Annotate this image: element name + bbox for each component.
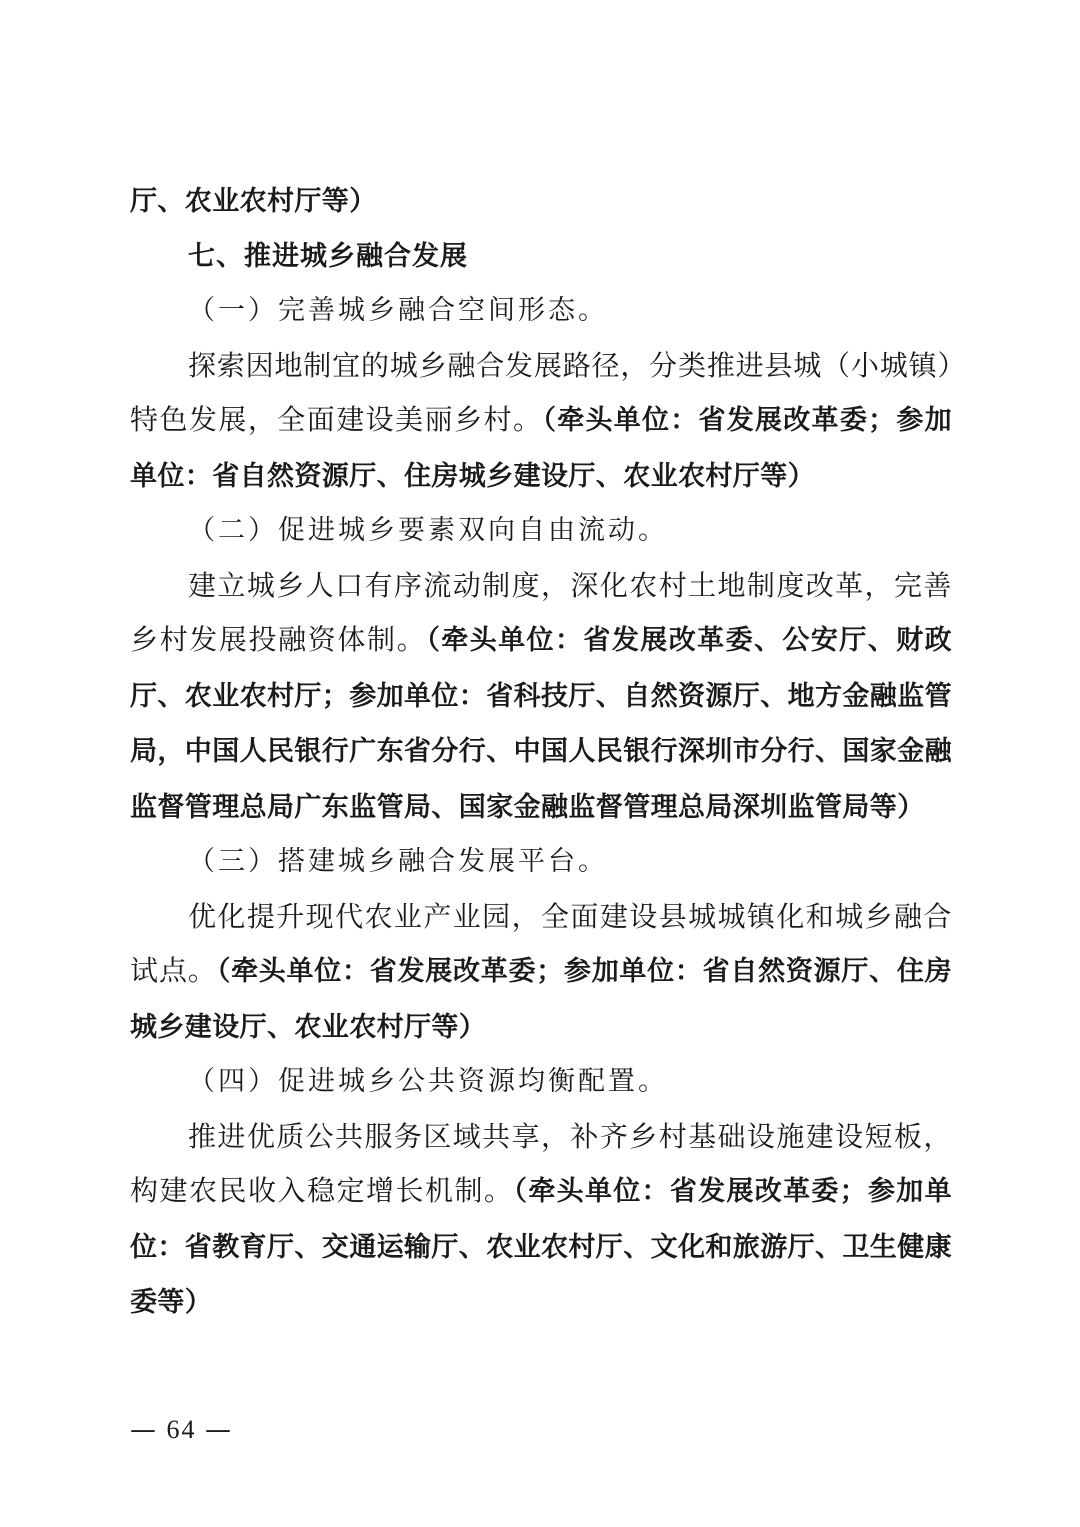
subsection-title-4: （四）促进城乡公共资源均衡配置。 xyxy=(188,1066,668,1097)
subsection-body-4: 推进优质公共服务区域共享，补齐乡村基础设施建设短板，构建农民收入稳定增长机制。 xyxy=(130,1119,952,1207)
subsection-units-4: （牵头单位：省发展改革委；参加单位：省教育厅、交通运输厅、农业农村厅、文化和旅游厅、卫生健康委等） xyxy=(130,1176,952,1318)
footer-dash-right: — xyxy=(205,1415,233,1445)
page-footer xyxy=(130,1415,233,1445)
footer-dash-left: — xyxy=(130,1415,158,1445)
subsection-paragraph-3 xyxy=(130,890,952,1056)
subsection-title-1: （一）完善城乡融合空间形态。 xyxy=(188,295,608,326)
continuation-text: 厅、农业农村厅等） xyxy=(130,186,377,217)
subsection-body-2: 建立城乡人口有序流动制度，深化农村土地制度改革，完善乡村发展投融资体制。 xyxy=(130,568,952,656)
subsection-body-3: 优化提升现代农业产业园，全面建设县城城镇化和城乡融合试点。 xyxy=(130,899,952,987)
document-body xyxy=(130,175,952,1331)
page-number: 64 xyxy=(166,1415,197,1444)
subsection-units-3: （牵头单位：省发展改革委；参加单位：省自然资源厅、住房城乡建设厅、农业农村厅等） xyxy=(130,956,952,1043)
subsection-title-2: （二）促进城乡要素双向自由流动。 xyxy=(188,515,668,546)
section-heading: 七、推进城乡融合发展 xyxy=(188,240,468,272)
subsection-units-1: （牵头单位：省发展改革委；参加单位：省自然资源厅、住房城乡建设厅、农业农村厅等） xyxy=(130,405,952,492)
subsection-units-2: （牵头单位：省发展改革委、公安厅、财政厅、农业农村厅；参加单位：省科技厅、自然资源厅、地方金融监管局，中国人民银行广东省分行、中国人民银行深圳市分行、国家金融监督管理总局广东监管局、国家金融监督管理总局深圳监管局等） xyxy=(130,625,952,823)
subsection-paragraph-1 xyxy=(130,339,952,505)
subsection-title-3: （三）搭建城乡融合发展平台。 xyxy=(188,846,608,877)
subsection-paragraph-2 xyxy=(130,559,952,836)
subsection-body-1: 探索因地制宜的城乡融合发展路径，分类推进县城（小城镇）特色发展，全面建设美丽乡村。 xyxy=(130,348,952,436)
subsection-paragraph-4 xyxy=(130,1110,952,1331)
